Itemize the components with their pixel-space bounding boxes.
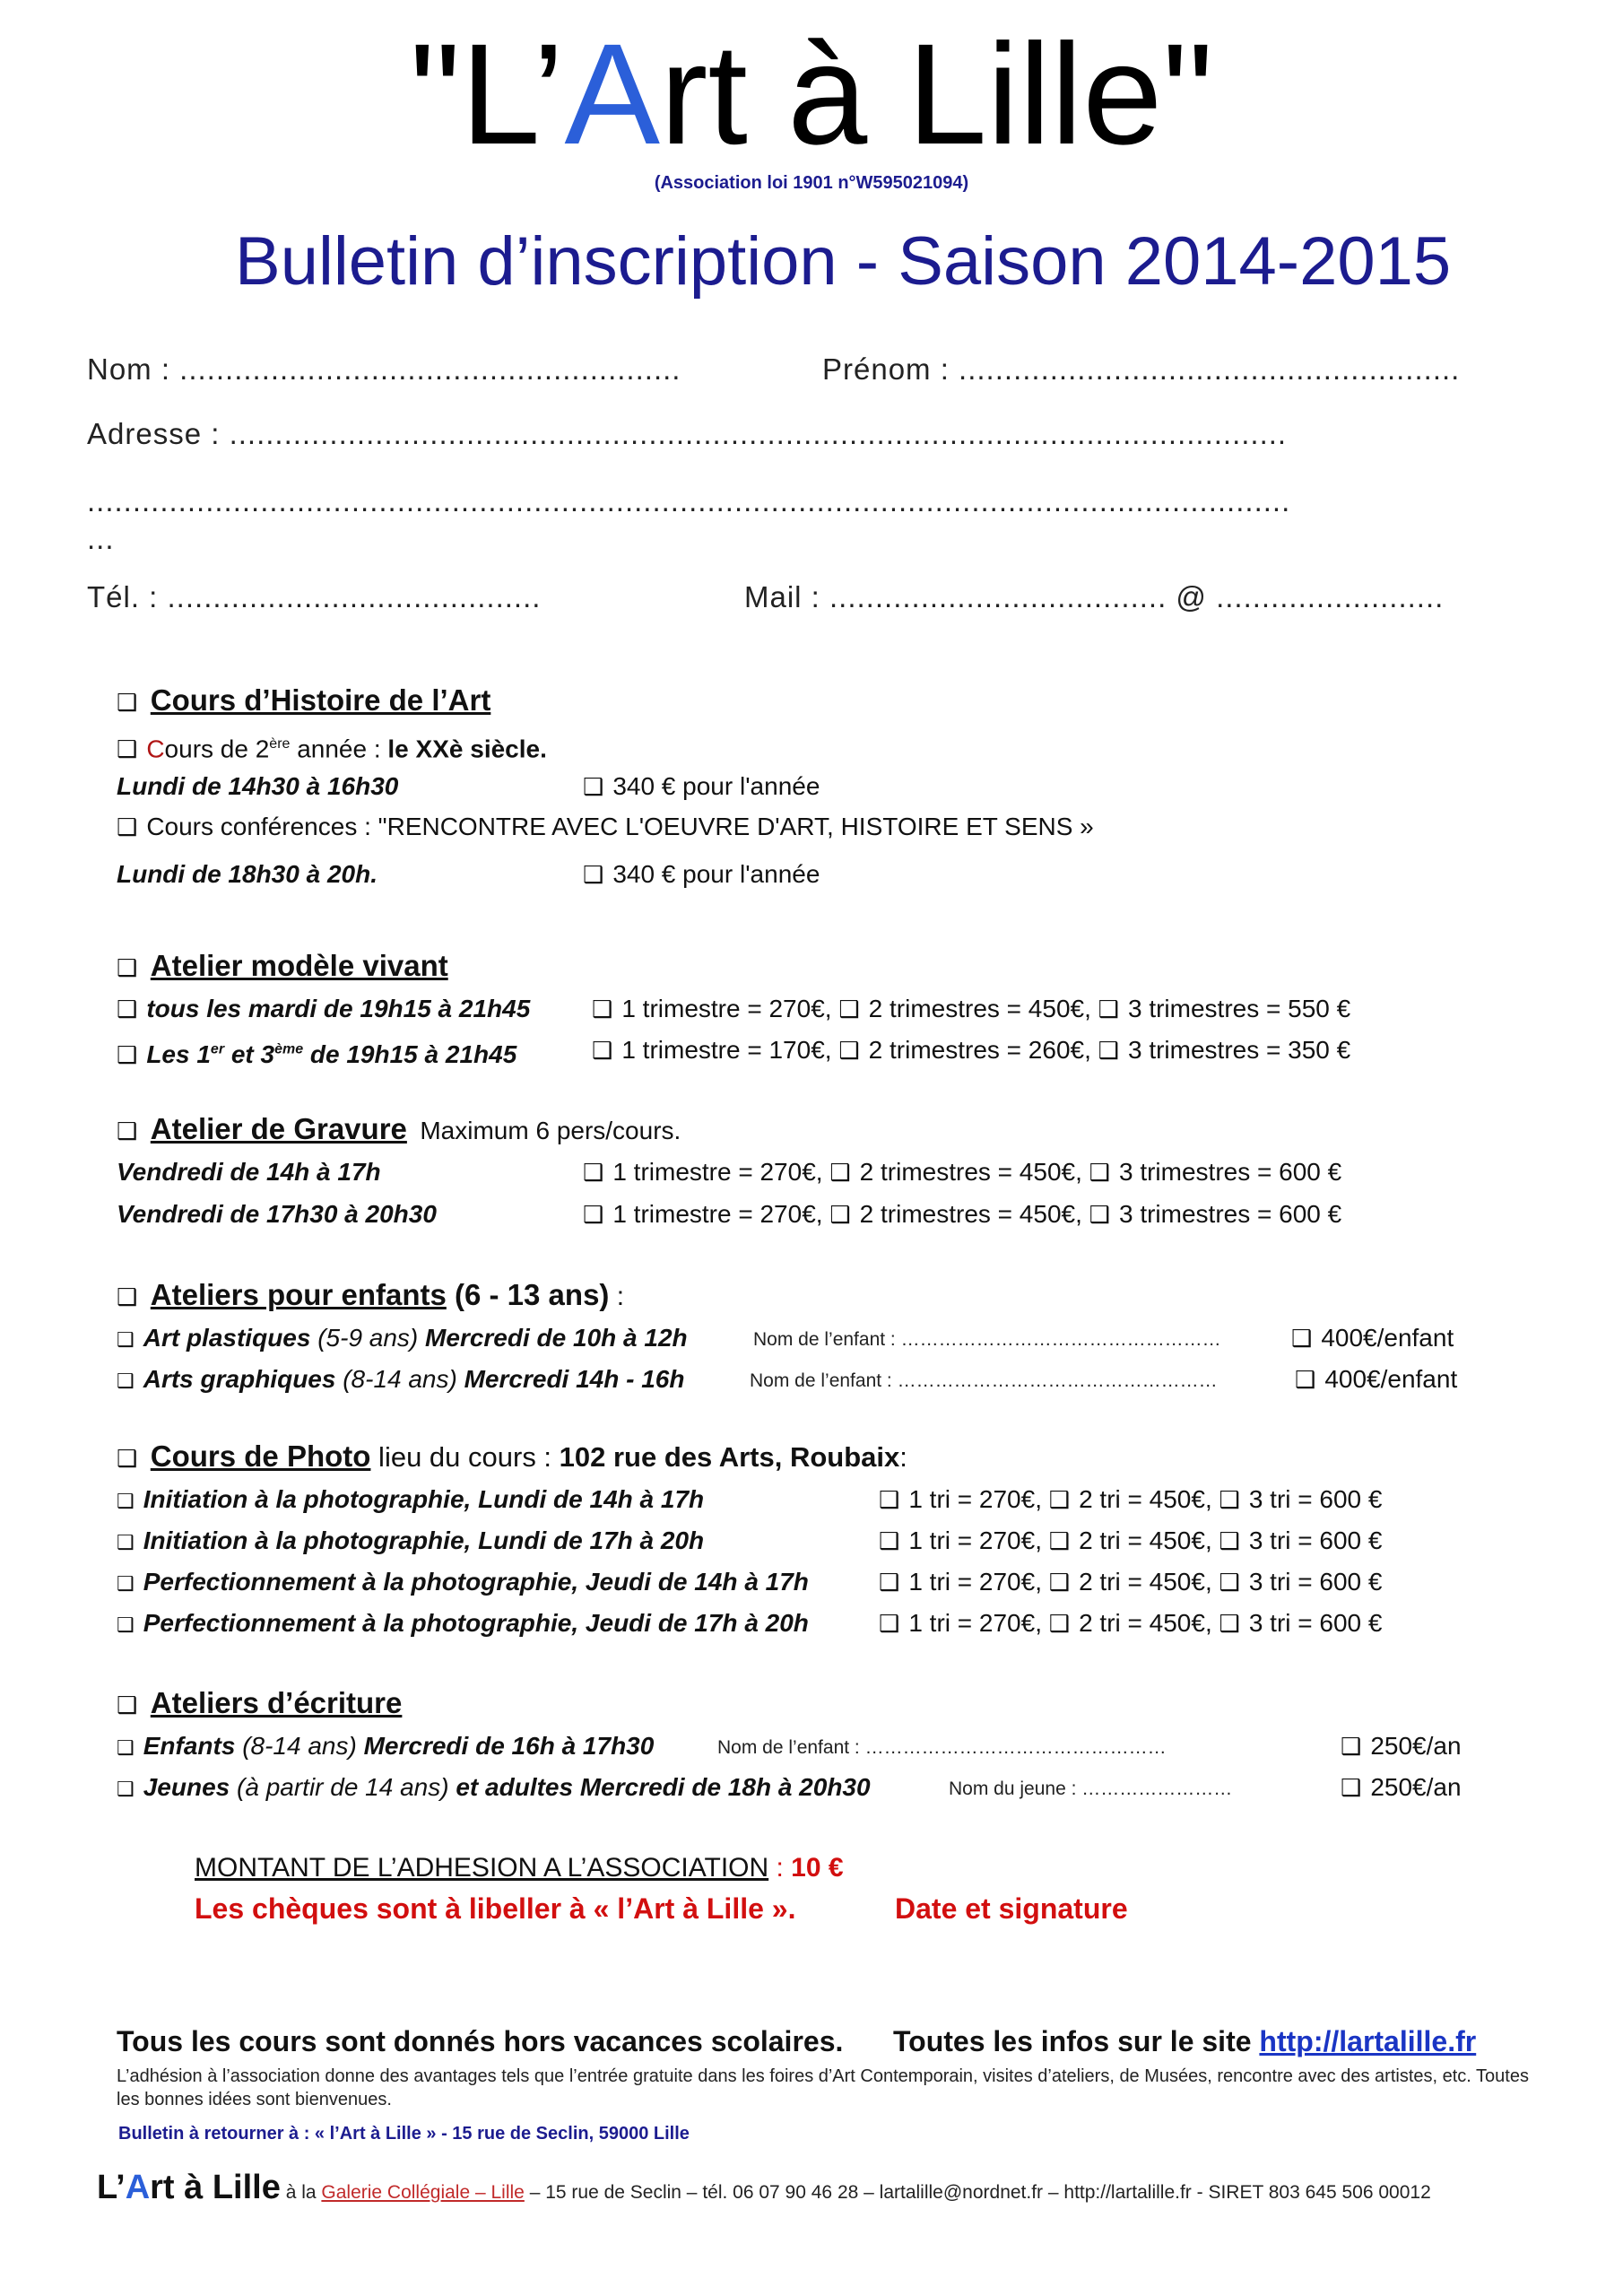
- enfants-price-1: ❑ 400€/enfant: [1291, 1324, 1454, 1352]
- checkbox-icon[interactable]: ❑: [838, 996, 860, 1022]
- section-title: Atelier de Gravure: [150, 1112, 407, 1145]
- checkbox-icon[interactable]: ❑: [1291, 1325, 1313, 1352]
- checkbox-icon[interactable]: ❑: [879, 1486, 900, 1513]
- checkbox-icon[interactable]: ❑: [583, 773, 604, 800]
- modele-row-2: ❑ Les 1er et 3ème de 19h15 à 21h45: [117, 1040, 517, 1069]
- photo-row-3-prices: ❑ 1 tri = 270€, ❑ 2 tri = 450€, ❑ 3 tri = 600 €: [879, 1568, 1383, 1596]
- checkbox-icon[interactable]: ❑: [583, 1201, 604, 1228]
- checkbox-icon[interactable]: ❑: [879, 1569, 900, 1596]
- price-histoire-1: ❑ 340 € pour l'année: [583, 772, 820, 800]
- nom-enfant-field-2[interactable]: Nom de l’enfant : ……………………………………………: [750, 1370, 1218, 1391]
- checkbox-icon[interactable]: ❑: [583, 861, 604, 888]
- tel-field[interactable]: Tél. : .........................................: [87, 580, 542, 613]
- adresse-field[interactable]: Adresse : ....................................................................................................................: [87, 417, 1288, 450]
- gravure-row-2: Vendredi de 17h30 à 20h30: [117, 1200, 437, 1228]
- checkbox-icon[interactable]: ❑: [117, 689, 138, 716]
- checkbox-icon[interactable]: ❑: [1219, 1610, 1240, 1637]
- checkbox-icon[interactable]: ❑: [1219, 1527, 1240, 1554]
- prenom-field[interactable]: Prénom : .......................................................: [822, 352, 1461, 386]
- checkbox-icon[interactable]: ❑: [592, 1037, 613, 1064]
- checkbox-icon[interactable]: ❑: [1295, 1366, 1316, 1393]
- ecriture-section: [117, 1686, 402, 1720]
- section-title: Cours de Photo: [150, 1439, 371, 1473]
- adresse-line-2[interactable]: ....................................................................................................................................: [87, 484, 1291, 517]
- section-title: Cours d’Histoire de l’Art: [150, 683, 491, 717]
- checkbox-icon[interactable]: ❑: [1341, 1774, 1362, 1801]
- bulletin-title: Bulletin d’inscription - Saison 2014-2015: [235, 223, 1452, 300]
- date-signature: Date et signature: [895, 1892, 1128, 1925]
- nom-enfant-field-1[interactable]: Nom de l’enfant : ……………………………………………: [753, 1329, 1221, 1350]
- photo-row-2-prices: ❑ 1 tri = 270€, ❑ 2 tri = 450€, ❑ 3 tri = 600 €: [879, 1526, 1383, 1554]
- association-number: (Association loi 1901 n°W595021094): [654, 173, 969, 193]
- checkbox-icon[interactable]: ❑: [117, 1736, 135, 1759]
- checkbox-icon[interactable]: ❑: [117, 1283, 138, 1310]
- checkbox-icon[interactable]: ❑: [583, 1159, 604, 1186]
- checkbox-icon[interactable]: ❑: [592, 996, 613, 1022]
- section-title: Ateliers pour enfants: [150, 1278, 447, 1311]
- checkbox-icon[interactable]: ❑: [1048, 1527, 1071, 1554]
- photo-row-4: ❑ Perfectionnement à la photographie, Jeudi de 17h à 20h: [117, 1609, 809, 1637]
- cours-2e-annee: ❑ Cours de 2ère année : le XXè siècle.: [117, 735, 547, 763]
- section-title: Ateliers d’écriture: [150, 1686, 403, 1719]
- enfants-row-1: ❑ Art plastiques (5-9 ans) Mercredi de 10h à 12h: [117, 1324, 688, 1352]
- adhesion-advantages: L’adhésion à l’association donne des avantages tels que l’entrée gratuite dans les foires d’Art Contemporain, visites d’ateliers, de Musées, rencontre avec des artistes, etc. Toutes les bonnes idées sont bienvenues.: [117, 2066, 1529, 2109]
- photo-row-2: ❑ Initiation à la photographie, Lundi de 17h à 20h: [117, 1526, 705, 1554]
- checkbox-icon[interactable]: ❑: [1089, 1201, 1110, 1228]
- enfants-section: ❑ Ateliers pour enfants (6 - 13 ans) :: [117, 1278, 625, 1311]
- enfants-price-2: ❑ 400€/enfant: [1295, 1365, 1458, 1393]
- checkbox-icon[interactable]: ❑: [1098, 996, 1119, 1022]
- checkbox-icon[interactable]: ❑: [117, 1118, 138, 1144]
- checkbox-icon[interactable]: ❑: [1048, 1569, 1071, 1596]
- lundi-14h30: Lundi de 14h30 à 16h30: [117, 772, 399, 800]
- histoire-section: [117, 683, 490, 718]
- checkbox-icon[interactable]: ❑: [1098, 1037, 1119, 1064]
- checkbox-icon[interactable]: ❑: [838, 1037, 860, 1064]
- photo-row-1: ❑ Initiation à la photographie, Lundi de 14h à 17h: [117, 1485, 705, 1513]
- photo-row-1-prices: ❑ 1 tri = 270€, ❑ 2 tri = 450€, ❑ 3 tri = 600 €: [879, 1485, 1383, 1513]
- main-title: "L’Art à Lille": [409, 13, 1214, 174]
- brand-logo: L’Art à Lille: [97, 2169, 281, 2206]
- checkbox-icon[interactable]: ❑: [1048, 1610, 1071, 1637]
- checkbox-icon[interactable]: ❑: [829, 1201, 851, 1228]
- cours-conferences: ❑ Cours conférences : "RENCONTRE AVEC L'OEUVRE D'ART, HISTOIRE ET SENS »: [117, 813, 1094, 840]
- checkbox-icon[interactable]: ❑: [879, 1527, 900, 1554]
- checkbox-icon[interactable]: ❑: [117, 813, 138, 840]
- checkbox-icon[interactable]: ❑: [117, 1692, 138, 1718]
- checkbox-icon[interactable]: ❑: [117, 1445, 138, 1472]
- checkbox-icon[interactable]: ❑: [1219, 1569, 1240, 1596]
- gravure-row-1: Vendredi de 14h à 17h: [117, 1158, 381, 1186]
- checkbox-icon[interactable]: ❑: [117, 1572, 135, 1595]
- checkbox-icon[interactable]: ❑: [117, 1531, 135, 1553]
- checkbox-icon[interactable]: ❑: [117, 735, 138, 763]
- checkbox-icon[interactable]: ❑: [117, 1041, 138, 1069]
- nom-field[interactable]: Nom : .......................................................: [87, 352, 681, 386]
- ecriture-price-2: ❑ 250€/an: [1341, 1773, 1462, 1801]
- checkbox-icon[interactable]: ❑: [117, 1778, 135, 1800]
- checkbox-icon[interactable]: ❑: [117, 996, 138, 1022]
- checkbox-icon[interactable]: ❑: [117, 954, 138, 981]
- modele-row-1: ❑ tous les mardi de 19h15 à 21h45: [117, 995, 531, 1022]
- retour-address: Bulletin à retourner à : « l’Art à Lille » - 15 rue de Seclin, 59000 Lille: [118, 2124, 690, 2144]
- gravure-row-1-prices: ❑ 1 trimestre = 270€, ❑ 2 trimestres = 450€, ❑ 3 trimestres = 600 €: [583, 1158, 1342, 1186]
- enfants-row-2: ❑ Arts graphiques (8-14 ans) Mercredi 14h - 16h: [117, 1365, 685, 1393]
- adresse-line-3[interactable]: ...: [87, 522, 115, 555]
- photo-section: ❑ Cours de Photo lieu du cours : 102 rue des Arts, Roubaix:: [117, 1439, 907, 1473]
- checkbox-icon[interactable]: ❑: [829, 1159, 851, 1186]
- ecriture-row-1: ❑ Enfants (8-14 ans) Mercredi de 16h à 17h30: [117, 1732, 655, 1760]
- footer-contact: L’Art à Lille à la Galerie Collégiale – Lille – 15 rue de Seclin – tél. 06 07 90 46 28 – lartalille@nordnet.fr – http://lartalille.fr - SIRET 803 645 506 00012: [97, 2169, 1431, 2206]
- ecriture-row-2: ❑ Jeunes (à partir de 14 ans) et adultes Mercredi de 18h à 20h30: [117, 1773, 871, 1801]
- ecriture-price-1: ❑ 250€/an: [1341, 1732, 1462, 1760]
- checkbox-icon[interactable]: ❑: [117, 1490, 135, 1512]
- lundi-18h30: Lundi de 18h30 à 20h.: [117, 860, 378, 888]
- vacances-note: Tous les cours sont donnés hors vacances scolaires.: [117, 2025, 844, 2057]
- nom-jeune-field[interactable]: Nom du jeune : ……………………: [949, 1779, 1233, 1799]
- gravure-row-2-prices: ❑ 1 trimestre = 270€, ❑ 2 trimestres = 450€, ❑ 3 trimestres = 600 €: [583, 1200, 1342, 1228]
- checkbox-icon[interactable]: ❑: [117, 1613, 135, 1636]
- modele-section: [117, 949, 448, 983]
- modele-row-1-prices: ❑ 1 trimestre = 270€, ❑ 2 trimestres = 450€, ❑ 3 trimestres = 550 €: [592, 995, 1351, 1022]
- checkbox-icon[interactable]: ❑: [1089, 1159, 1110, 1186]
- infos-site: Toutes les infos sur le site http://lartalille.fr: [893, 2025, 1477, 2057]
- checkbox-icon[interactable]: ❑: [117, 1370, 135, 1392]
- gravure-max: Maximum 6 pers/cours.: [420, 1117, 681, 1144]
- adhesion-amount: MONTANT DE L’ADHESION A L’ASSOCIATION : 10 €: [195, 1853, 844, 1883]
- mail-field[interactable]: Mail : ..................................... @ .........................: [744, 580, 1445, 613]
- nom-enfant-field-3[interactable]: Nom de l’enfant : …………………………………………: [717, 1737, 1167, 1758]
- modele-row-2-prices: ❑ 1 trimestre = 170€, ❑ 2 trimestres = 260€, ❑ 3 trimestres = 350 €: [592, 1036, 1351, 1064]
- gravure-section: [117, 1112, 681, 1146]
- photo-row-4-prices: ❑ 1 tri = 270€, ❑ 2 tri = 450€, ❑ 3 tri = 600 €: [879, 1609, 1383, 1637]
- section-title: Atelier modèle vivant: [150, 949, 448, 982]
- photo-row-3: ❑ Perfectionnement à la photographie, Jeudi de 14h à 17h: [117, 1568, 809, 1596]
- checkbox-icon[interactable]: ❑: [1048, 1486, 1071, 1513]
- site-link[interactable]: http://lartalille.fr: [1259, 2025, 1477, 2057]
- price-histoire-2: ❑ 340 € pour l'année: [583, 860, 820, 888]
- checkbox-icon[interactable]: ❑: [1341, 1733, 1362, 1760]
- checkbox-icon[interactable]: ❑: [1219, 1486, 1240, 1513]
- checkbox-icon[interactable]: ❑: [117, 1328, 135, 1351]
- cheques-note: Les chèques sont à libeller à « l’Art à Lille ».: [195, 1892, 796, 1925]
- checkbox-icon[interactable]: ❑: [879, 1610, 900, 1637]
